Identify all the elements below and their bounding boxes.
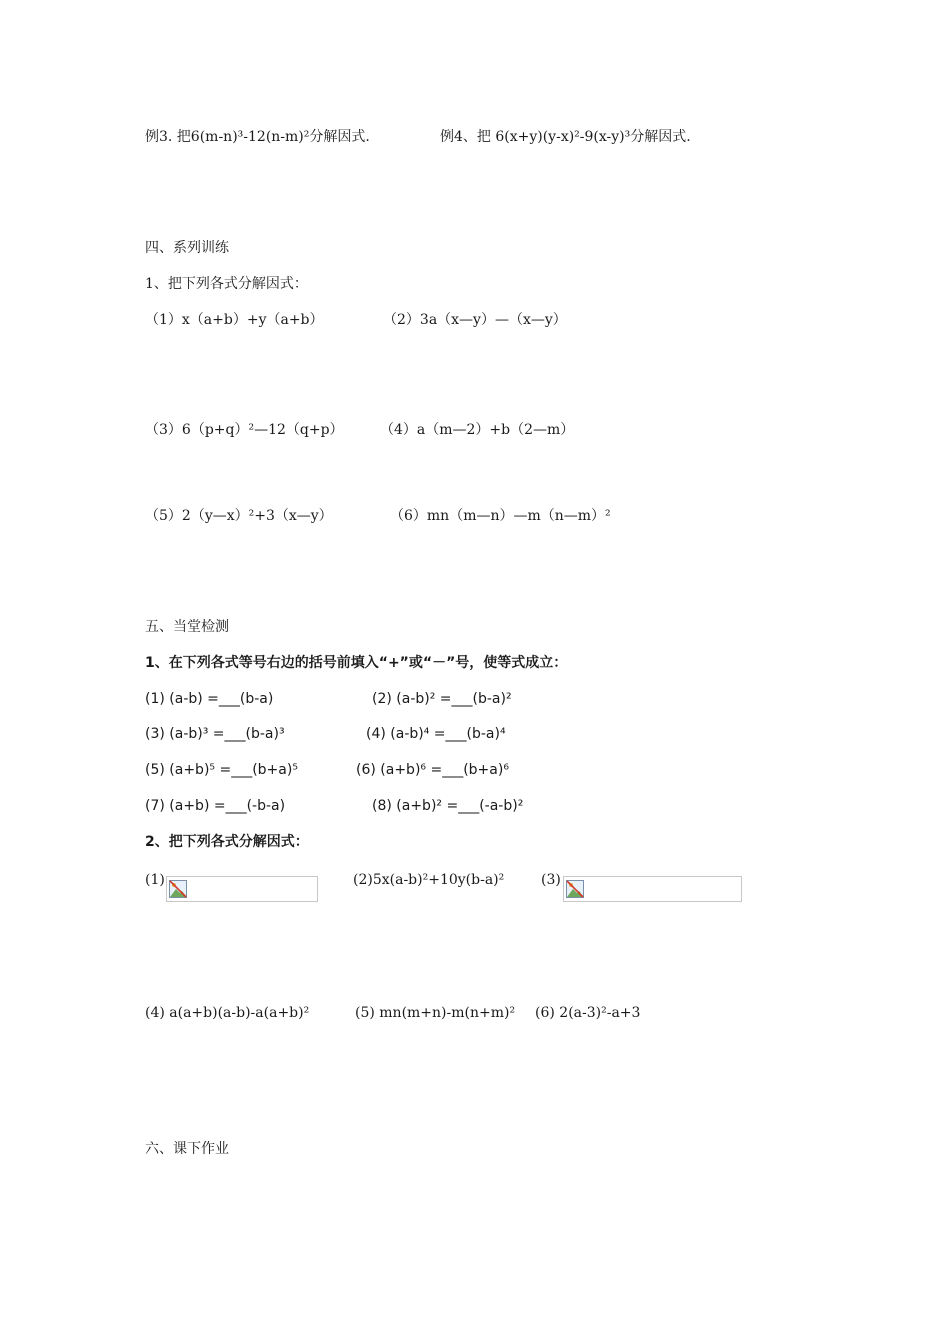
fill-1: (1) (a-b) =___(b-a) <box>145 691 274 707</box>
fill-7: (7) (a+b) =___(-b-a) <box>145 798 286 814</box>
q2-item-4: (4) a(a+b)(a-b)-a(a+b)² <box>145 1005 310 1021</box>
q2-item-2: (2)5x(a-b)²+10y(b-a)² <box>353 872 505 888</box>
exercise-2: （2）3a（x—y）—（x—y） <box>383 312 567 328</box>
section-4-title: 四、系列训练 <box>145 240 229 256</box>
fill-5: (5) (a+b)⁵ =___(b+a)⁵ <box>145 762 298 778</box>
fill-2: (2) (a-b)² =___(b-a)² <box>372 691 512 707</box>
exercise-3: （3）6（p+q）²—12（q+p） <box>145 422 344 438</box>
q2-item-3-image <box>563 876 742 902</box>
fill-6: (6) (a+b)⁶ =___(b+a)⁶ <box>356 762 509 778</box>
exercise-5: （5）2（y—x）²+3（x—y） <box>145 508 333 524</box>
section-4-question-1: 1、把下列各式分解因式： <box>145 276 308 292</box>
q2-item-1-image <box>166 876 318 902</box>
q2-item-5: (5) mn(m+n)-m(n+m)² <box>355 1005 516 1021</box>
section-5-title: 五、当堂检测 <box>145 619 229 635</box>
broken-image-icon <box>566 880 584 898</box>
broken-image-icon <box>169 880 187 898</box>
exercise-6: （6）mn（m—n）—m（n—m）² <box>390 508 611 524</box>
q2-item-6: (6) 2(a-3)²-a+3 <box>535 1005 641 1021</box>
exercise-1: （1）x（a+b）+y（a+b） <box>145 312 324 328</box>
fill-8: (8) (a+b)² =___(-a-b)² <box>372 798 524 814</box>
section-5-question-2: 2、把下列各式分解因式： <box>145 834 309 850</box>
example-3: 例3. 把6(m-n)³-12(n-m)²分解因式. <box>145 129 370 145</box>
exercise-4: （4）a（m—2）+b（2—m） <box>380 422 575 438</box>
fill-4: (4) (a-b)⁴ =___(b-a)⁴ <box>366 726 506 742</box>
example-4: 例4、把 6(x+y)(y-x)²-9(x-y)³分解因式. <box>440 129 691 145</box>
section-6-title: 六、课下作业 <box>145 1141 229 1157</box>
fill-3: (3) (a-b)³ =___(b-a)³ <box>145 726 285 742</box>
section-5-question-1: 1、在下列各式等号右边的括号前填入“+”或“－”号，使等式成立： <box>145 655 568 671</box>
q2-item-3-label: (3) <box>541 872 561 888</box>
q2-item-1-label: (1) <box>145 872 165 888</box>
